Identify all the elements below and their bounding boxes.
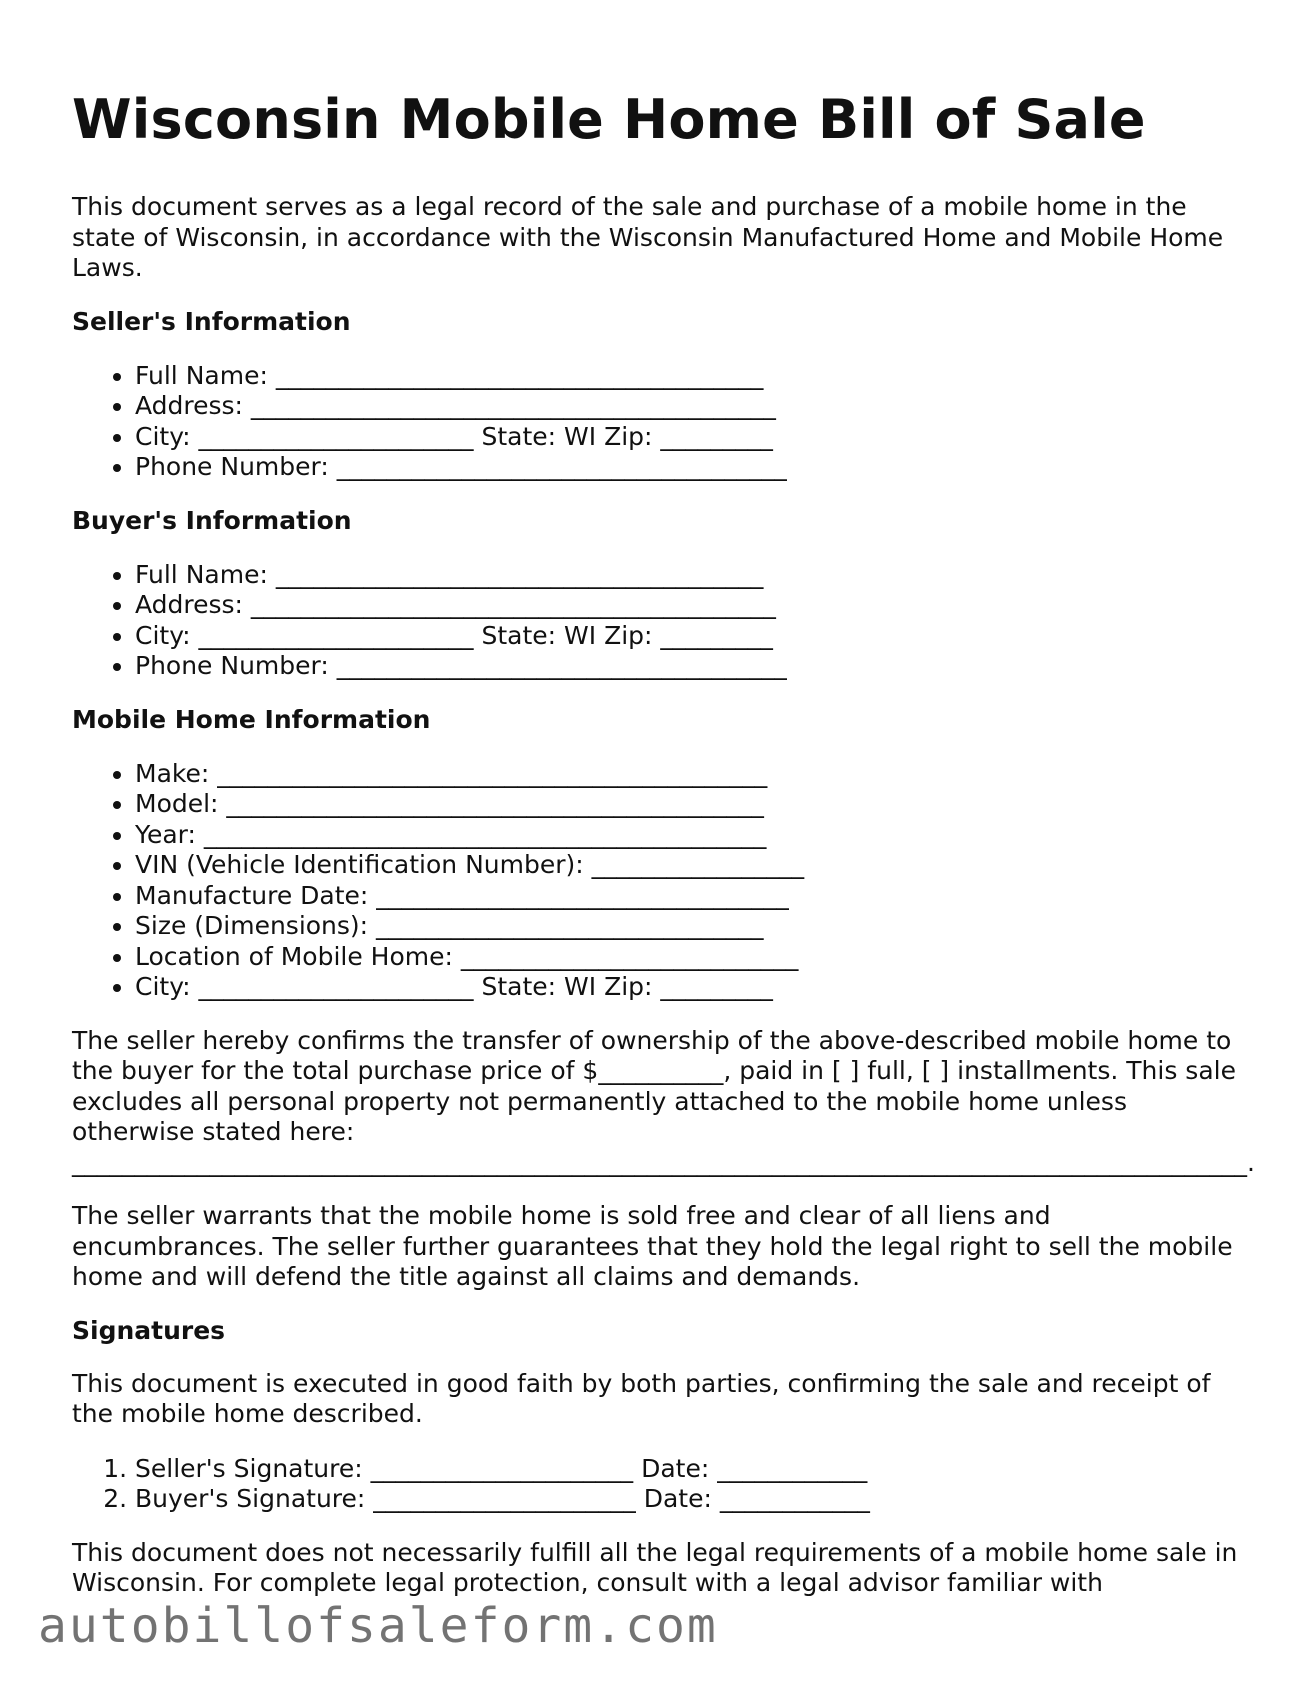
signatures-heading: Signatures — [72, 1315, 226, 1345]
document-title: Wisconsin Mobile Home Bill of Sale — [72, 88, 1146, 151]
buyer-signature-line: 2. Buyer's Signature: _____________________ Date: ____________ — [135, 1484, 1242, 1515]
mobile-home-info-list — [72, 759, 1242, 1003]
seller-address-field: • Address: __________________________________________ — [135, 391, 1242, 422]
seller-city-state-zip-field: • City: ______________________ State: WI Zip: _________ — [135, 422, 1242, 453]
seller-signature-line: 1. Seller's Signature: _____________________ Date: ____________ — [135, 1454, 1242, 1485]
seller-info-list — [72, 361, 1242, 483]
buyer-full-name-field: • Full Name: _______________________________________ — [135, 560, 1242, 591]
transfer-blank-line: ______________________________________________________________________________________________. — [72, 1147, 1255, 1177]
document-page — [72, 0, 1255, 1599]
intro-paragraph: This document serves as a legal record of the sale and purchase of a mobile home in the state of Wisconsin, in accordance with the Wisconsin Manufactured Home and Mobile Home Laws. — [72, 192, 1224, 282]
buyer-heading: Buyer's Information — [72, 505, 352, 535]
buyer-info-list — [72, 560, 1242, 682]
make-field: • Make: ____________________________________________ — [135, 759, 1242, 790]
transfer-text: The seller hereby confirms the transfer of ownership of the above-described mobile home to the buyer for the total purchase price of $__________, paid in [ ] full, [ ] installments. This sale excludes all personal property not permanently attached to the mobile home unless otherwise stated here: — [72, 1025, 1236, 1146]
buyer-city-state-zip-field: • City: ______________________ State: WI Zip: _________ — [135, 621, 1242, 652]
buyer-phone-field: • Phone Number: ____________________________________ — [135, 651, 1242, 682]
location-field: • Location of Mobile Home: ___________________________ — [135, 942, 1242, 973]
vin-field: • VIN (Vehicle Identification Number): _________________ — [135, 850, 1242, 881]
seller-full-name-field: • Full Name: _______________________________________ — [135, 361, 1242, 392]
site-watermark: autobillofsaleform.com — [38, 1598, 718, 1654]
size-field: • Size (Dimensions): _______________________________ — [135, 911, 1242, 942]
mobile-home-heading: Mobile Home Information — [72, 704, 431, 734]
transfer-paragraph — [72, 1025, 1255, 1179]
model-field: • Model: ___________________________________________ — [135, 789, 1242, 820]
year-field: • Year: _____________________________________________ — [135, 820, 1242, 851]
warranty-paragraph: The seller warrants that the mobile home is sold free and clear of all liens and encumbrances. The seller further guarantees that they hold the legal right to sell the mobile home and will defend the title against all claims and demands. — [72, 1201, 1233, 1291]
seller-heading: Seller's Information — [72, 306, 351, 336]
disclaimer-paragraph: This document does not necessarily fulfill all the legal requirements of a mobile home sale in Wisconsin. For complete legal protection, consult with a legal advisor familiar with — [72, 1537, 1238, 1597]
signatures-intro: This document is executed in good faith by both parties, confirming the sale and receipt of the mobile home described. — [72, 1368, 1211, 1428]
manufacture-date-field: • Manufacture Date: _________________________________ — [135, 881, 1242, 912]
signature-list — [72, 1454, 1242, 1515]
seller-phone-field: • Phone Number: ____________________________________ — [135, 452, 1242, 483]
home-city-state-zip-field: • City: ______________________ State: WI Zip: _________ — [135, 972, 1242, 1003]
buyer-address-field: • Address: __________________________________________ — [135, 590, 1242, 621]
